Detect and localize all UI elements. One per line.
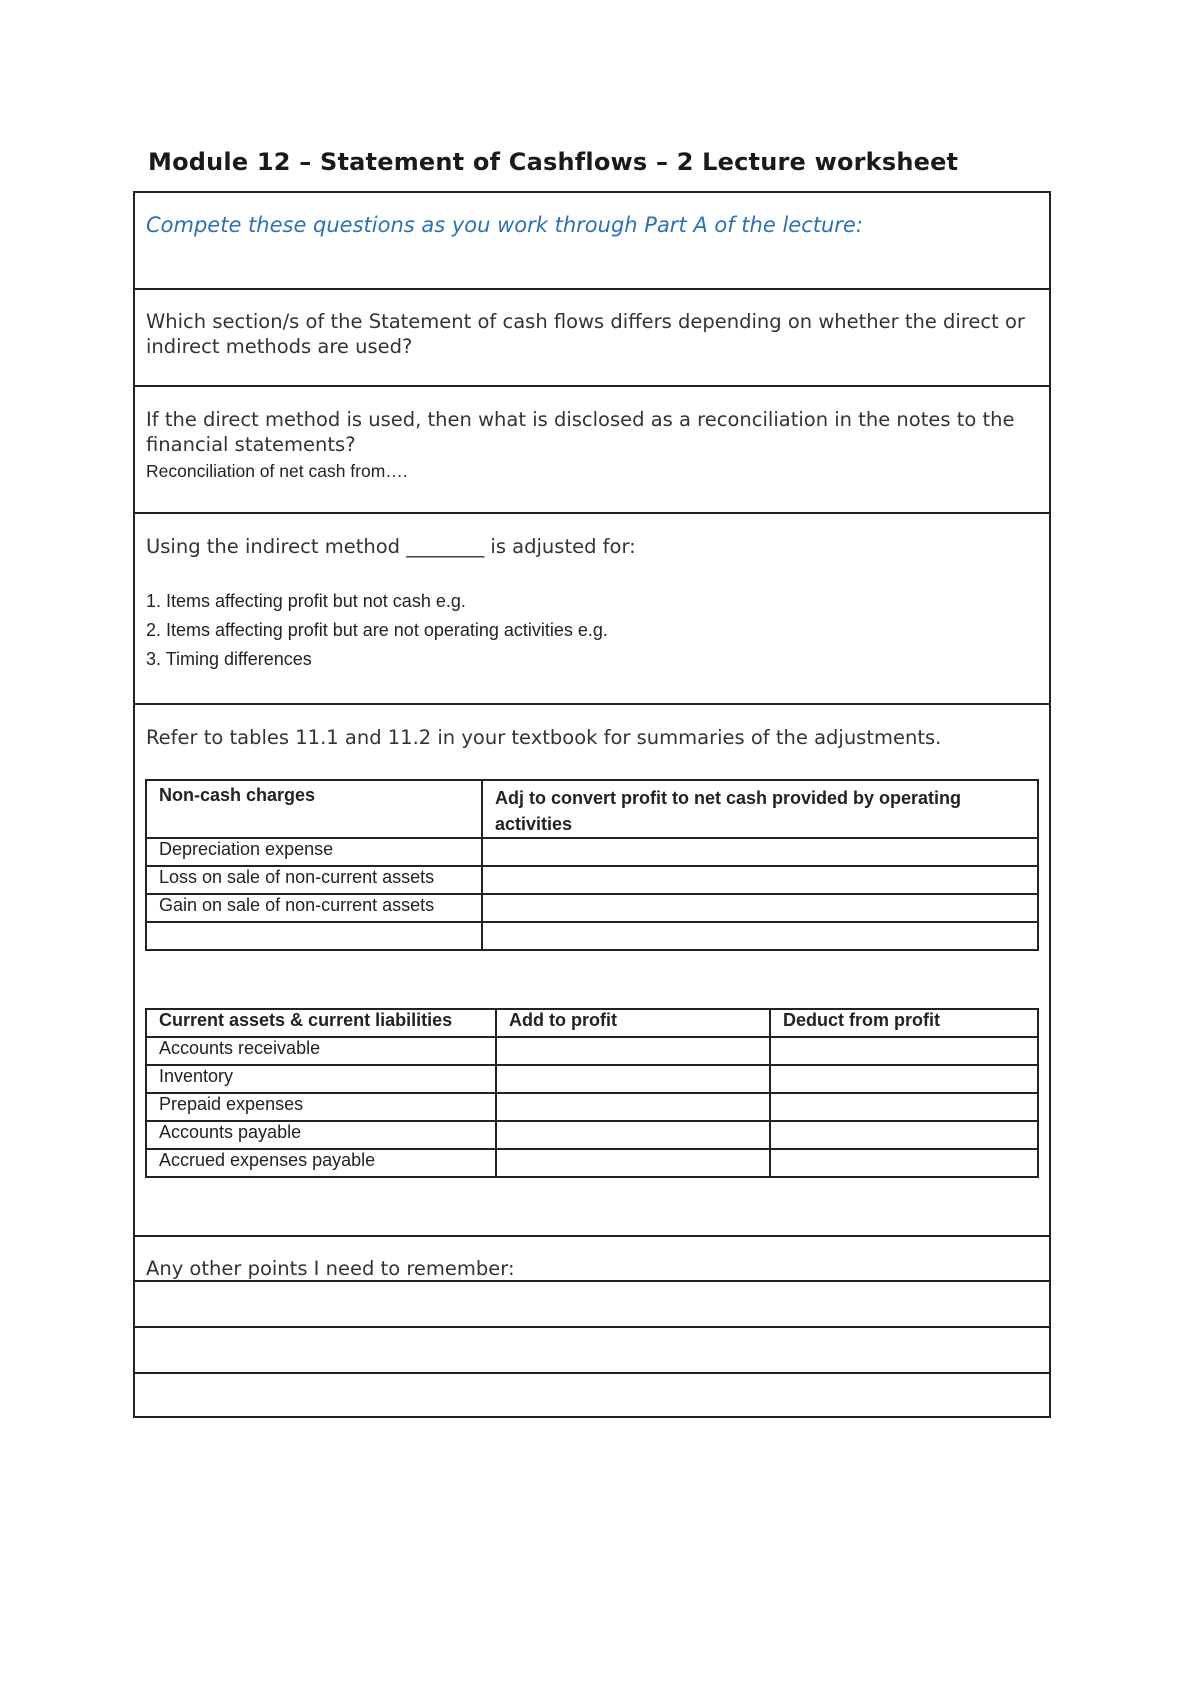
current-assets-table bbox=[145, 1008, 1039, 1178]
table-header: Current assets & current liabilities bbox=[146, 1009, 496, 1037]
table-cell: Accounts receivable bbox=[146, 1037, 496, 1065]
table-row bbox=[146, 838, 1038, 866]
table-row bbox=[146, 1093, 1038, 1121]
answer-cell[interactable] bbox=[770, 1037, 1038, 1065]
question-1: Which section/s of the Statement of cash flows differs depending on whether the direct or indirect methods are used? bbox=[146, 310, 1025, 358]
table-header-row bbox=[146, 780, 1038, 838]
question-3: Using the indirect method ________ is adjusted for: bbox=[146, 535, 636, 558]
section-divider bbox=[133, 385, 1051, 387]
answer-cell[interactable] bbox=[770, 1093, 1038, 1121]
table-header-row bbox=[146, 1009, 1038, 1037]
section-divider bbox=[133, 512, 1051, 514]
table-header: Non-cash charges bbox=[146, 780, 482, 838]
other-points-label: Any other points I need to remember: bbox=[146, 1257, 515, 1280]
table-cell[interactable] bbox=[146, 922, 482, 950]
adjustment-list bbox=[146, 587, 608, 674]
table-header: Add to profit bbox=[496, 1009, 770, 1037]
table-row bbox=[146, 1037, 1038, 1065]
answer-cell[interactable] bbox=[496, 1065, 770, 1093]
answer-cell[interactable] bbox=[482, 922, 1038, 950]
page-title: Module 12 – Statement of Cashflows – 2 Lecture worksheet bbox=[148, 148, 959, 176]
table-cell: Gain on sale of non-current assets bbox=[146, 894, 482, 922]
table-cell: Prepaid expenses bbox=[146, 1093, 496, 1121]
list-item: 3. Timing differences bbox=[146, 649, 312, 669]
answer-cell[interactable] bbox=[496, 1093, 770, 1121]
answer-cell[interactable] bbox=[496, 1121, 770, 1149]
table-cell: Accrued expenses payable bbox=[146, 1149, 496, 1177]
list-item: 2. Items affecting profit but are not operating activities e.g. bbox=[146, 620, 608, 640]
question-2: If the direct method is used, then what is disclosed as a reconciliation in the notes to the financial statements? bbox=[146, 408, 1015, 456]
answer-cell[interactable] bbox=[496, 1037, 770, 1065]
table-row bbox=[146, 922, 1038, 950]
question-4: Refer to tables 11.1 and 11.2 in your textbook for summaries of the adjustments. bbox=[146, 726, 942, 749]
table-row bbox=[146, 894, 1038, 922]
answer-cell[interactable] bbox=[482, 838, 1038, 866]
section-divider bbox=[133, 703, 1051, 705]
table-row bbox=[146, 1149, 1038, 1177]
answer-cell[interactable] bbox=[482, 866, 1038, 894]
answer-cell[interactable] bbox=[770, 1121, 1038, 1149]
answer-cell[interactable] bbox=[770, 1149, 1038, 1177]
answer-cell[interactable] bbox=[482, 894, 1038, 922]
notes-line bbox=[133, 1372, 1051, 1374]
non-cash-charges-table bbox=[145, 779, 1039, 951]
section-divider bbox=[133, 1235, 1051, 1237]
table-header: Deduct from profit bbox=[770, 1009, 1038, 1037]
table-row bbox=[146, 1065, 1038, 1093]
table-cell: Inventory bbox=[146, 1065, 496, 1093]
section-divider bbox=[133, 288, 1051, 290]
list-item: 1. Items affecting profit but not cash e.g. bbox=[146, 591, 466, 611]
notes-line bbox=[133, 1326, 1051, 1328]
table-row bbox=[146, 866, 1038, 894]
table-cell: Accounts payable bbox=[146, 1121, 496, 1149]
instruction-text: Compete these questions as you work through Part A of the lecture: bbox=[146, 213, 863, 237]
answer-cell[interactable] bbox=[770, 1065, 1038, 1093]
question-2-hint: Reconciliation of net cash from…. bbox=[146, 461, 408, 481]
table-header: Adj to convert profit to net cash provided by operating activities bbox=[482, 780, 1038, 838]
answer-cell[interactable] bbox=[496, 1149, 770, 1177]
table-cell: Depreciation expense bbox=[146, 838, 482, 866]
table-row bbox=[146, 1121, 1038, 1149]
table-cell: Loss on sale of non-current assets bbox=[146, 866, 482, 894]
